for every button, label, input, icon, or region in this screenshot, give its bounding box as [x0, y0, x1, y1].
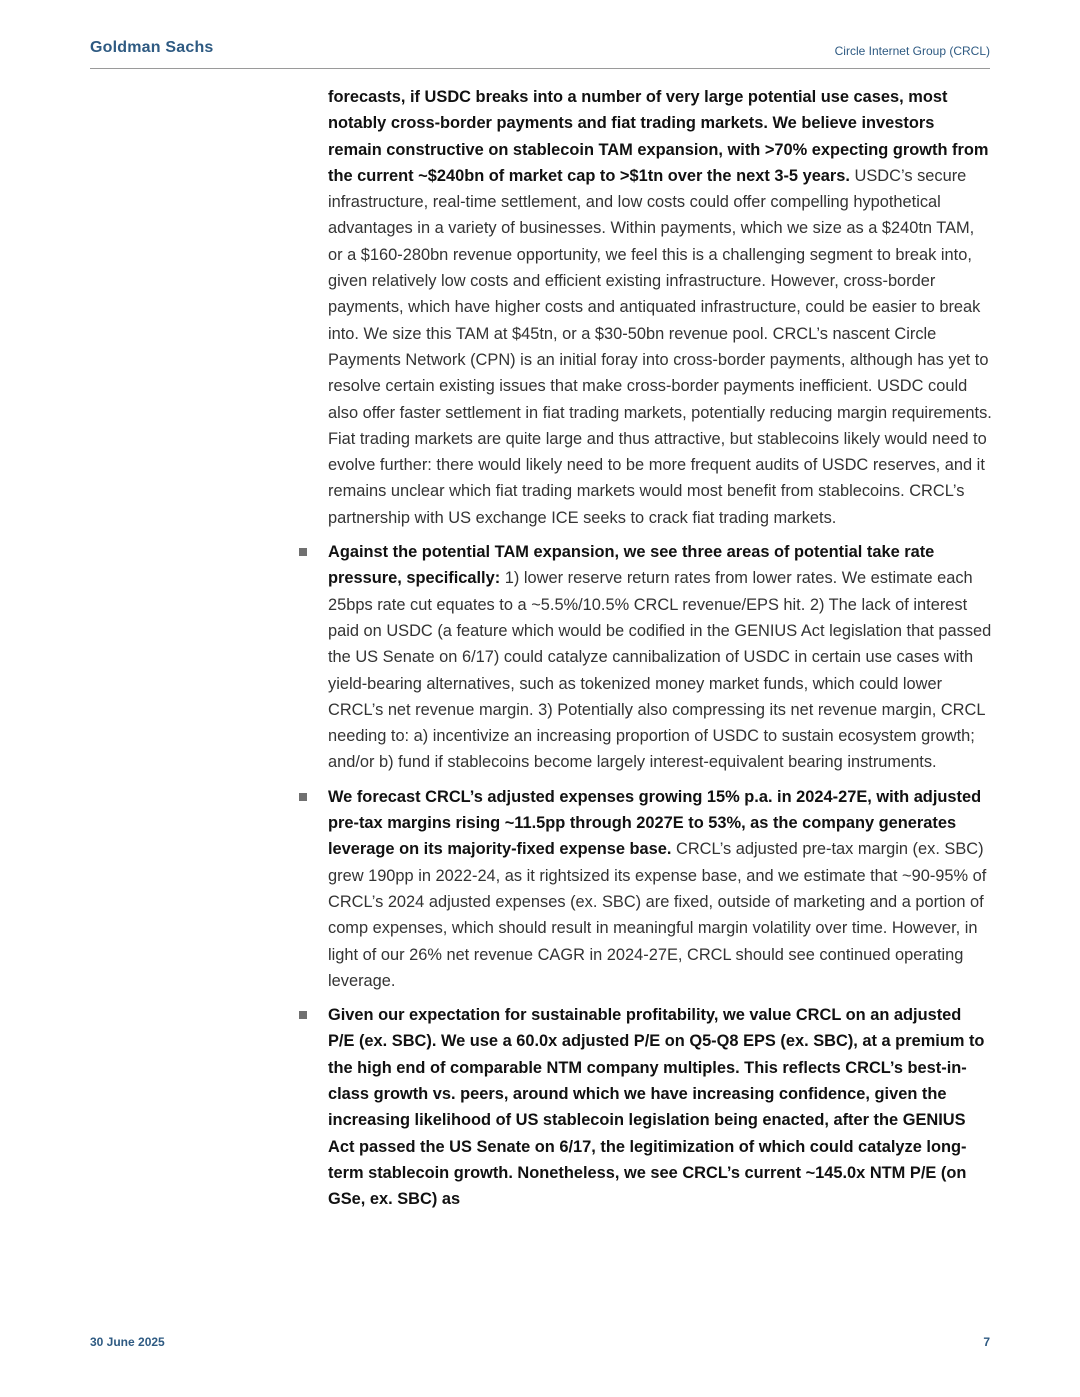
bullet-paragraph: [328, 539, 992, 776]
square-bullet-icon: [299, 548, 307, 556]
bullet-item: [328, 539, 992, 776]
page-number: 7: [983, 1335, 990, 1349]
report-body: [328, 84, 992, 1212]
paragraph-lead: Against the potential TAM expansion, we see three areas of potential take rate pressure, specifically:: [328, 543, 935, 588]
square-bullet-icon: [299, 793, 307, 801]
paragraph-body: CRCL’s adjusted pre-tax margin (ex. SBC) grew 190pp in 2022-24, as it rightsized its expense base, and we estimate that ~90-95% of CRCL’s 2024 adjusted expenses (ex. SBC) are fixed, outside of marketing and a portion of comp expenses, which should result in meaningful margin volatility over time. However, in light of our 26% net revenue CAGR in 2024-27E, CRCL should see continued operating leverage.: [328, 840, 987, 990]
page-header: [90, 36, 990, 69]
bullet-paragraph: [328, 1002, 992, 1212]
footer-date: 30 June 2025: [90, 1335, 165, 1349]
paragraph-lead: Given our expectation for sustainable profitability, we value CRCL on an adjusted P/E (ex. SBC). We use a 60.0x adjusted P/E on Q5-Q8 EPS (ex. SBC), at a premium to the high end of comparable NTM company multiples. This reflects CRCL’s best-in-class growth vs. peers, around which we have increasing confidence, given the increasing likelihood of US stablecoin legislation being enacted, after the GENIUS Act passed the US Senate on 6/17, the legitimization of which could catalyze long-term stablecoin growth. Nonetheless, we see CRCL’s current ~145.0x NTM P/E (on GSe, ex. SBC) as: [328, 1006, 985, 1209]
bullet-paragraph: [328, 784, 992, 994]
report-title: Circle Internet Group (CRCL): [834, 44, 990, 58]
square-bullet-icon: [299, 1011, 307, 1019]
bullet-item: [328, 1002, 992, 1212]
brand-logo-text: Goldman Sachs: [90, 39, 214, 56]
continuation-paragraph: [328, 84, 992, 531]
paragraph-lead: We forecast CRCL’s adjusted expenses growing 15% p.a. in 2024-27E, with adjusted pre-tax margins rising ~11.5pp through 2027E to 53%, as the company generates leverage on its majority-fixed expense base.: [328, 787, 982, 859]
paragraph-body: 1) lower reserve return rates from lower rates. We estimate each 25bps rate cut equates to a ~5.5%/10.5% CRCL revenue/EPS hit. 2) The lack of interest paid on USDC (a feature which would be codified in the GENIUS Act legislation that passed the US Senate on 6/17) could catalyze cannibalization of USDC in certain use cases with yield-bearing alternatives, such as tokenized money market funds, which could lower CRCL’s net revenue margin. 3) Potentially also compressing its net revenue margin, CRCL needing to: a) incentivize an increasing proportion of USDC to sustain ecosystem growth; and/or b) fund if stablecoins become largely interest-equivalent bearing instruments.: [328, 569, 992, 772]
paragraph-body: USDC’s secure infrastructure, real-time settlement, and low costs could offer compelling hypothetical advantages in a variety of businesses. Within payments, which we size as a $240tn TAM, or a $160-280bn revenue opportunity, we feel this is a challenging segment to break into, given relatively low costs and efficient existing infrastructure. However, cross-border payments, which have higher costs and antiquated infrastructure, could be easier to break into. We size this TAM at $45tn, or a $30-50bn revenue pool. CRCL’s nascent Circle Payments Network (CPN) is an initial foray into cross-border payments, although has yet to resolve certain existing issues that make cross-border payments inefficient. USDC could also offer faster settlement in fiat trading markets, potentially reducing margin requirements. Fiat trading markets are quite large and thus attractive, but stablecoins likely would need to evolve further: there would likely need to be more frequent audits of USDC reserves, and it remains unclear which fiat trading markets would most benefit from stablecoins. CRCL’s partnership with US exchange ICE seeks to crack fiat trading markets.: [328, 166, 992, 527]
bullet-item: [328, 784, 992, 994]
paragraph-lead: forecasts, if USDC breaks into a number of very large potential use cases, most notably cross-border payments and fiat trading markets. We believe investors remain constructive on stablecoin TAM expansion, with >70% expecting growth from the current ~$240bn of market cap to >$1tn over the next 3-5 years.: [328, 88, 989, 185]
